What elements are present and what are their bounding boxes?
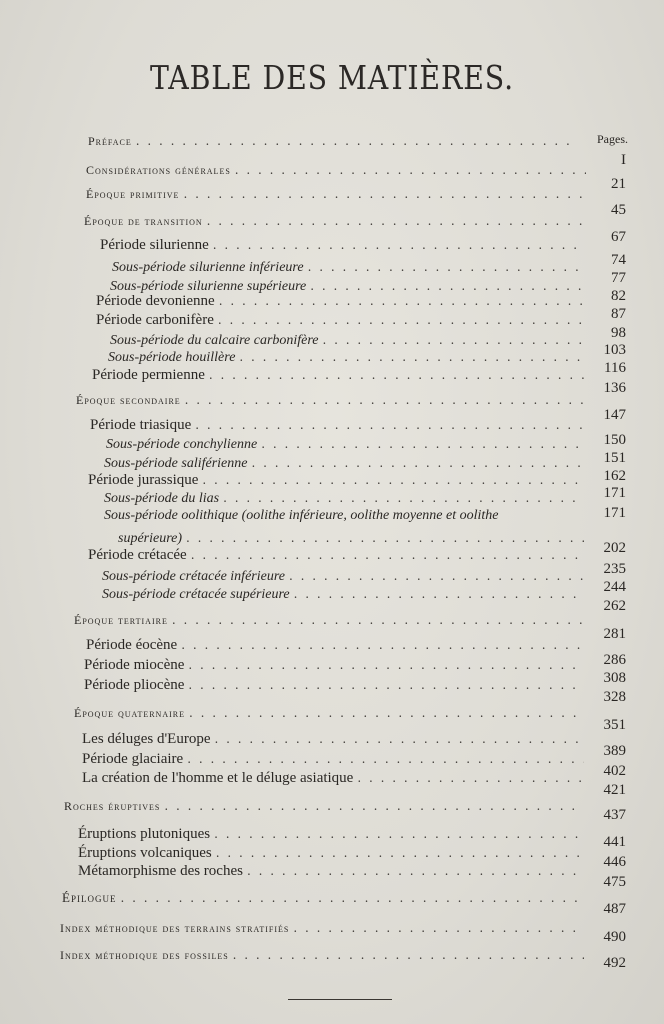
- toc-entry-label: Période éocène: [86, 637, 178, 653]
- toc-entry-page: 308: [603, 670, 626, 686]
- toc-entry: [76, 390, 588, 410]
- leader-dots: [218, 310, 584, 330]
- toc-entry: [86, 635, 588, 655]
- toc-entry: [84, 675, 588, 695]
- toc-entry-label: Index méthodique des terrains stratifiés: [60, 921, 290, 935]
- leader-dots: [294, 584, 584, 604]
- leader-dots: [223, 488, 584, 508]
- toc-entry-label: Sous-période crétacée inférieure: [102, 569, 285, 584]
- toc-entry: [84, 655, 588, 675]
- toc-entry-label: Époque de transition: [84, 214, 203, 228]
- leader-dots: [215, 729, 585, 749]
- toc-entry: [60, 918, 588, 938]
- toc-entry-page: 281: [603, 626, 626, 642]
- toc-entry-label: Époque primitive: [86, 187, 180, 201]
- leader-dots: [213, 235, 584, 255]
- toc-entry-page: 441: [603, 834, 626, 850]
- toc-entry: [86, 160, 590, 180]
- leader-dots: [357, 768, 584, 788]
- toc-entry-page: 171: [603, 485, 626, 501]
- toc-entry: [62, 888, 588, 908]
- toc-entry-page: 74: [611, 252, 626, 268]
- toc-entry-page: 21: [611, 176, 626, 192]
- toc-entry-page: 202: [603, 540, 626, 556]
- toc-entry-label: Éruptions volcaniques: [78, 845, 212, 861]
- toc-entry-label: Sous-période silurienne inférieure: [112, 260, 304, 275]
- toc-entry-label: Période carbonifère: [96, 312, 214, 328]
- toc-entry-page: 162: [603, 468, 626, 484]
- toc-entry-page: 82: [611, 288, 626, 304]
- toc-entry-page: 487: [603, 901, 626, 917]
- toc-entry-label: Période devonienne: [96, 293, 215, 309]
- toc-entry: [96, 291, 588, 311]
- toc-entry-page: 262: [603, 598, 626, 614]
- toc-entry-page: 116: [604, 360, 626, 376]
- toc-entry-page: 98: [611, 325, 626, 341]
- toc-entry: [88, 470, 588, 490]
- leader-dots: [164, 796, 584, 816]
- toc-entry: [78, 861, 588, 881]
- toc-entry: [88, 545, 588, 565]
- toc-entry-page: 244: [603, 579, 626, 595]
- toc-entry: [64, 796, 588, 816]
- toc-entry-label: Index méthodique des fossiles: [60, 948, 229, 962]
- toc-entry: [74, 610, 588, 630]
- toc-entry-label: La création de l'homme et le déluge asiatique: [82, 770, 354, 786]
- leader-dots: [293, 918, 584, 938]
- toc-entry-page: 437: [603, 807, 626, 823]
- leader-dots: [247, 861, 584, 881]
- toc-entry-page: 351: [603, 717, 626, 733]
- toc-entry-label: Période jurassique: [88, 472, 199, 488]
- toc-entry-label: Préface: [88, 134, 132, 148]
- leader-dots: [216, 843, 584, 863]
- toc-entry-label: Période crétacée: [88, 547, 187, 563]
- toc-entry: [108, 347, 588, 367]
- toc-entry-label: Période miocène: [84, 657, 185, 673]
- toc-entry-page: 490: [603, 929, 626, 945]
- toc-entry-page: 87: [611, 306, 626, 322]
- leader-dots: [188, 675, 584, 695]
- toc-entry-page: I: [621, 152, 626, 168]
- toc-entry: [60, 945, 588, 965]
- toc-entry-page: 475: [603, 874, 626, 890]
- pages-column-header: Pages.: [597, 132, 628, 146]
- toc-entry-label: Sous-période saliférienne: [104, 456, 248, 471]
- leader-dots: [289, 566, 584, 586]
- toc-entry: [78, 843, 588, 863]
- toc-entry: [88, 131, 578, 151]
- toc-entry-page: 235: [603, 561, 626, 577]
- toc-entry: [90, 415, 588, 435]
- toc-entry-label: Sous-période silurienne supérieure: [110, 279, 307, 294]
- leader-dots: [136, 131, 574, 151]
- toc-entry-label: Éruptions plutoniques: [78, 826, 211, 842]
- leader-dots: [187, 749, 584, 769]
- toc-entry-page: 147: [603, 407, 626, 423]
- leader-dots: [120, 888, 584, 908]
- leader-dots: [239, 347, 584, 367]
- leader-dots: [219, 291, 584, 311]
- toc-entry: [102, 584, 588, 604]
- page-title: TABLE DES MATIÈRES.: [150, 58, 514, 97]
- toc-entry-label: Période pliocène: [84, 677, 185, 693]
- toc-entry-label: Sous-période oolithique (oolithe inférieure, oolithe moyenne et oolithe: [104, 508, 499, 523]
- toc-entry: [82, 768, 588, 788]
- toc-entry-label: Épilogue: [62, 890, 117, 905]
- toc-entry-label: Sous-période crétacée supérieure: [102, 587, 290, 602]
- leader-dots: [181, 635, 584, 655]
- toc-entry: [82, 729, 588, 749]
- leader-dots: [207, 211, 586, 231]
- toc-entry-page: 77: [611, 270, 626, 286]
- toc-entry-page: 421: [603, 782, 626, 798]
- toc-entry-page: 150: [603, 432, 626, 448]
- toc-entry-page: 286: [603, 652, 626, 668]
- toc-entry-label: Sous-période conchylienne: [106, 437, 258, 452]
- toc-entry: [112, 257, 588, 277]
- toc-entry-label: Sous-période du calcaire carbonifère: [110, 333, 319, 348]
- toc-entry-page: 492: [603, 955, 626, 971]
- leader-dots: [202, 470, 584, 490]
- leader-dots: [233, 945, 584, 965]
- toc-entry-label: Roches éruptives: [64, 799, 161, 813]
- toc-entry-page: 446: [603, 854, 626, 870]
- toc-entry-page: 328: [603, 689, 626, 705]
- toc-entry: [100, 235, 588, 255]
- leader-dots: [195, 415, 584, 435]
- leader-dots: [261, 434, 584, 454]
- toc-entry-label: Période triasique: [90, 417, 192, 433]
- toc-entry-label: Période silurienne: [100, 237, 209, 253]
- toc-entry: [96, 310, 588, 330]
- toc-entry: [86, 184, 590, 204]
- toc-entry: [84, 211, 590, 231]
- toc-entry: [104, 488, 588, 508]
- toc-entry-label: Métamorphisme des roches: [78, 863, 243, 879]
- toc-entry-label: Sous-période houillère: [108, 350, 236, 365]
- toc-entry-label-continued: supérieure): [118, 531, 183, 546]
- toc-entry: [74, 703, 588, 723]
- toc-entry-page: 45: [611, 202, 626, 218]
- toc-entry-page: 67: [611, 229, 626, 245]
- leader-dots: [185, 390, 584, 410]
- toc-entry-label: Les déluges d'Europe: [82, 731, 211, 747]
- toc-entry-label: Époque secondaire: [76, 393, 181, 407]
- toc-entry-page: 103: [603, 342, 626, 358]
- toc-entry-label: Époque tertiaire: [74, 613, 168, 627]
- toc-entry-label: Sous-période du lias: [104, 491, 220, 506]
- leader-dots: [308, 257, 584, 277]
- closing-rule: [288, 999, 392, 1000]
- toc-entry: [106, 434, 588, 454]
- leader-dots: [191, 545, 584, 565]
- leader-dots: [214, 824, 584, 844]
- toc-entry-label: Période permienne: [92, 367, 205, 383]
- toc-entry: [92, 365, 588, 385]
- leader-dots: [209, 365, 584, 385]
- toc-entry: [82, 749, 588, 769]
- leader-dots: [172, 610, 584, 630]
- toc-entry-page: 151: [603, 450, 626, 466]
- toc-entry-label: Époque quaternaire: [74, 706, 185, 720]
- leader-dots: [189, 703, 584, 723]
- toc-entry-label: Période glaciaire: [82, 751, 184, 767]
- toc-entry-label: Considérations générales: [86, 163, 231, 177]
- leader-dots: [235, 160, 586, 180]
- toc-entry: [102, 566, 588, 586]
- toc-entry-page: 171: [603, 505, 626, 521]
- toc-entry: [78, 824, 588, 844]
- toc-entry-page: 389: [603, 743, 626, 759]
- leader-dots: [183, 184, 586, 204]
- toc-entry-page: 402: [603, 763, 626, 779]
- toc-entry-page: 136: [603, 380, 626, 396]
- leader-dots: [188, 655, 584, 675]
